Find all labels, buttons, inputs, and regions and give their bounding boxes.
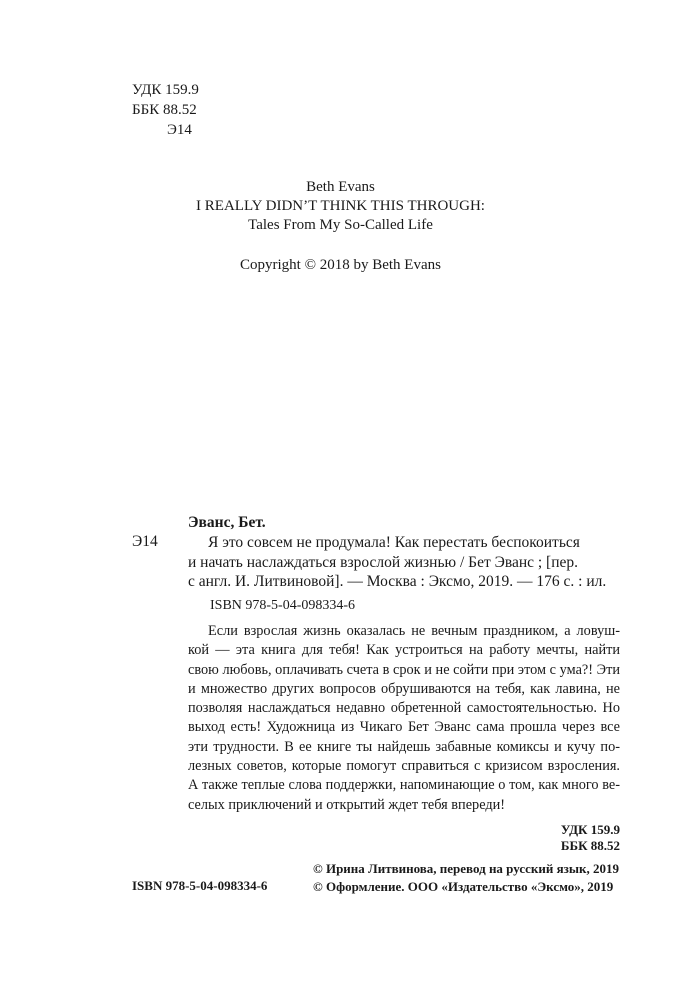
original-title: I REALLY DIDN’T THINK THIS THROUGH: — [196, 198, 485, 214]
footer-udk: УДК 159.9 — [560, 822, 620, 837]
annotation-line: свою любовь, оплачивать счета в срок и не сойти при этом с ума?! Эти — [188, 661, 620, 678]
bib-line: и начать наслаждаться взрослой жизнью / Бет Эванс ; [пер. — [188, 553, 579, 571]
bbk-code: ББК 88.52 — [132, 102, 197, 118]
original-author: Beth Evans — [306, 179, 375, 195]
original-copyright: Copyright © 2018 by Beth Evans — [240, 257, 441, 273]
udk-code: УДК 159.9 — [132, 82, 199, 98]
bib-isbn: ISBN 978-5-04-098334-6 — [210, 598, 356, 613]
translation-copyright: © Ирина Литвинова, перевод на русский язык, 2019 — [313, 861, 619, 876]
annotation — [188, 622, 620, 815]
author-sign: Э14 — [167, 122, 192, 138]
footer-isbn: ISBN 978-5-04-098334-6 — [132, 878, 268, 893]
bib-description — [188, 533, 620, 592]
original-subtitle: Tales From My So-Called Life — [248, 217, 433, 233]
annotation-line: кой — эта книга для тебя! Как устроиться на работу мечты, найти — [188, 642, 620, 659]
original-title-block — [0, 178, 681, 235]
annotation-line: и множество других вопросов обрушиваются на тебя, как лавина, не — [188, 680, 620, 697]
footer-classification — [561, 822, 620, 854]
annotation-line: Если взрослая жизнь оказалась не вечным праздником, а ловуш- — [208, 623, 620, 639]
bib-author: Эванс, Бет. — [188, 514, 266, 531]
annotation-line: позволяя наслаждаться недавно обретенной самостоятельностью. Но — [188, 700, 620, 717]
bib-line: Я это совсем не продумала! Как перестать беспокоиться — [208, 534, 580, 551]
annotation-line: лезных советов, которые помогут справиться с кризисом взросления. — [188, 758, 620, 775]
classification-block — [132, 80, 199, 140]
design-copyright: © Оформление. ООО «Издательство «Эксмо», 2019 — [313, 879, 614, 894]
footer-copyrights — [313, 860, 619, 896]
bib-line: с англ. И. Литвиновой]. — Москва : Эксмо, 2019. — 176 с. : ил. — [188, 573, 607, 590]
bib-author-sign: Э14 — [132, 533, 158, 550]
annotation-line: эти трудности. В ее книге ты найдешь забавные комиксы и кучу по- — [188, 738, 620, 755]
annotation-line: А также теплые слова поддержки, напоминающие о том, как много ве- — [188, 777, 620, 794]
footer-bbk: ББК 88.52 — [560, 838, 620, 853]
annotation-line: селых приключений и открытий ждет тебя впереди! — [188, 796, 506, 813]
annotation-line: выход есть! Художница из Чикаго Бет Эванс сама прошла через все — [188, 719, 620, 736]
